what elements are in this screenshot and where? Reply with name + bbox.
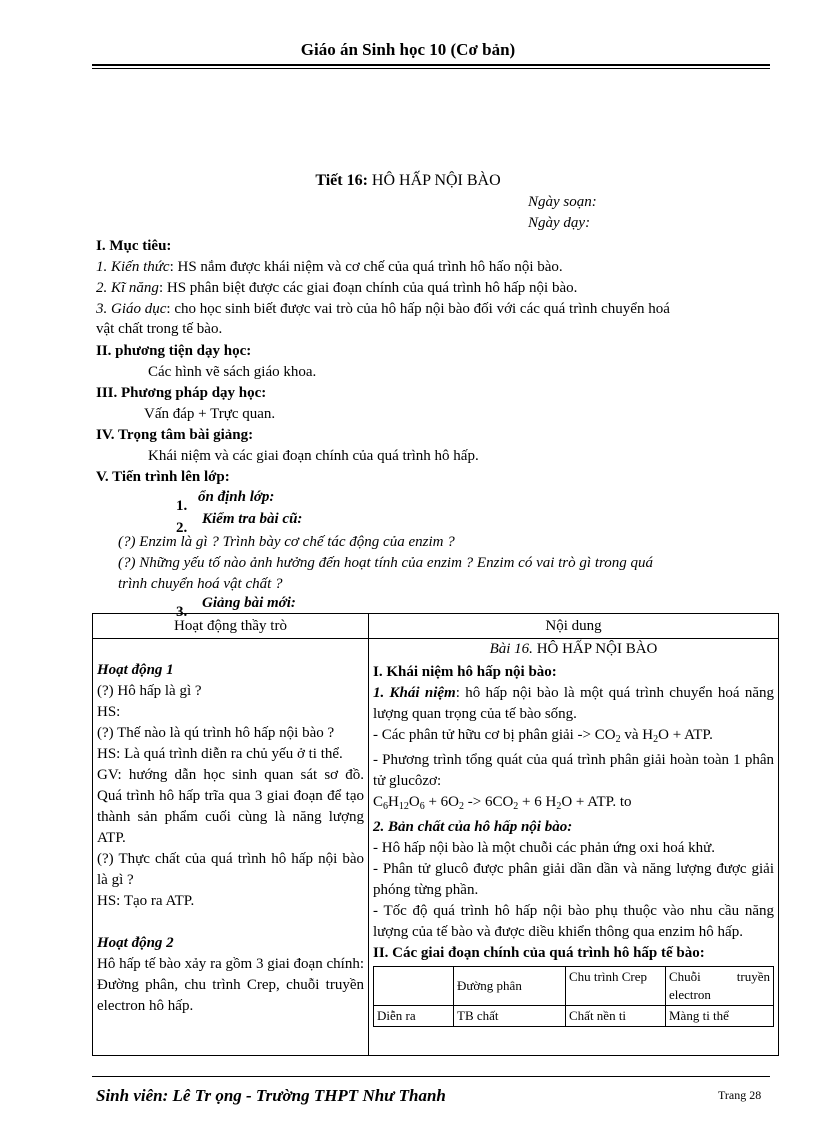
stages-header-glycolysis: Đường phân xyxy=(454,967,566,1006)
content-text: - Các phân tử hữu cơ bị phân giải -> $CO_2$ và $H_2O$ + ATP. xyxy=(373,727,713,745)
column-header-content: Nội dung xyxy=(369,614,779,639)
stages-header-empty xyxy=(374,967,454,1006)
step2-label: Kiểm tra bài cũ: xyxy=(202,511,303,527)
section-methods: III. Phương pháp dạy học: xyxy=(96,385,267,401)
stages-cell: TB chất xyxy=(454,1006,566,1027)
objective-skill: 2. Kĩ năng: HS phân biệt được các giai đoạn chính của quá trình hô hấp nội bào. xyxy=(96,280,578,296)
activity-1-heading: Hoạt động 1 xyxy=(97,662,174,678)
content-cell xyxy=(369,639,779,1056)
step1-number: 1. xyxy=(176,498,188,514)
focus-text: Khái niệm và các giai đoạn chính của quá trình hô hấp. xyxy=(148,448,479,464)
objective-education: 3. Giáo dục: cho học sinh biết được vai trò của hô hấp nội bào đối với các quá trình chuyển hoá xyxy=(96,301,670,317)
header-rule xyxy=(92,64,770,66)
footer-rule xyxy=(92,1076,770,1077)
step2-number: 2. xyxy=(176,520,188,536)
activity-text: GV: hướng dẫn học sinh quan sát sơ đồ. Quá trình hô hấp trĩa qua 3 giai đoạn để tạo thành sản phẩm cuối cùng là năng lượng ATP. xyxy=(97,767,364,846)
review-question-2: (?) Những yếu tố nào ảnh hưởng đến hoạt tính của enzim ? Enzim có vai trò gì trong quá xyxy=(118,555,654,571)
lesson-heading: Bài 16. HÔ HẤP NỘI BÀO xyxy=(489,641,658,657)
equation: $C_6H_{12}O_6 + 6O_2 -> 6CO_2 + 6$ $H_2O$ + ATP. to xyxy=(373,794,632,812)
activity-2-heading: Hoạt động 2 xyxy=(97,935,174,951)
review-question-1: (?) Enzim là gì ? Trình bày cơ chế tác động của enzim ? xyxy=(118,534,455,550)
stages-header-krebs: Chu trình Crep xyxy=(566,967,666,1006)
section-materials: II. phương tiện dạy học: xyxy=(96,343,252,359)
activities-cell xyxy=(93,639,369,1056)
stages-cell: Màng ti thể xyxy=(666,1006,774,1027)
header-rule-thin xyxy=(92,68,770,69)
content-subheading: 2. Bản chất của hô hấp nội bào: xyxy=(373,819,573,835)
materials-text: Các hình vẽ sách giáo khoa. xyxy=(148,364,317,380)
content-text: - Hô hấp nội bào là một chuỗi các phản ứng oxi hoá khử. xyxy=(373,840,716,856)
content-text: - Phân tử glucô được phân giải dần dần và năng lượng được giải phóng từng phần. xyxy=(373,861,774,898)
date-teach: Ngày dạy: xyxy=(528,215,591,231)
objective-education-cont: vật chất trong tế bào. xyxy=(96,321,223,337)
activity-text: (?) Hô hấp là gì ? xyxy=(97,683,202,699)
objective-knowledge: 1. Kiến thức: HS nắm được khái niệm và cơ chế của quá trình hô hấo nội bào. xyxy=(96,259,563,275)
page-header-title: Giáo án Sinh học 10 (Cơ bản) xyxy=(300,40,516,59)
page-number: Trang 28 xyxy=(718,1088,762,1102)
activity-text: (?) Thế nào là qú trình hô hấp nội bào ? xyxy=(97,725,335,741)
activity-text: HS: Là quá trình diễn ra chủ yếu ở ti thể. xyxy=(97,746,343,762)
methods-text: Vấn đáp + Trực quan. xyxy=(144,406,276,422)
stages-header-etc: Chuỗi truyền electron xyxy=(666,967,774,1006)
section-focus: IV. Trọng tâm bài giảng: xyxy=(96,427,254,443)
activity-text: Hô hấp tế bào xảy ra gồm 3 giai đoạn chính: Đường phân, chu trình Crep, chuỗi truyền electron hô hấp. xyxy=(97,956,364,1014)
lesson-table xyxy=(92,613,779,1056)
column-header-activities: Hoạt động thầy trò xyxy=(93,614,369,639)
stages-row-label: Diễn ra xyxy=(374,1006,454,1027)
stages-cell: Chất nền ti xyxy=(566,1006,666,1027)
content-text: - Tốc độ quá trình hô hấp nội bào phụ thuộc vào nhu cầu năng lượng của tế bào và được diều khiển thông qua enzim hô hấp. xyxy=(373,903,774,940)
activity-text: HS: xyxy=(97,704,121,720)
activity-text: HS: Tạo ra ATP. xyxy=(97,893,195,909)
activity-text: (?) Thực chất của quá trình hô hấp nội bào là gì ? xyxy=(97,851,364,888)
content-text: - Phương trình tổng quát của quá trình phân giải hoàn toàn 1 phân tử glucôzơ: xyxy=(373,752,774,789)
review-question-2-cont: trình chuyển hoá vật chất ? xyxy=(118,576,283,592)
content-definition: 1. Khái niệm: hô hấp nội bào là một quá trình chuyển hoá năng lượng quan trọng của tế bào sống. xyxy=(373,685,774,722)
footer-author: Sinh viên: Lê Tr ọng - Trường THPT Như Thanh xyxy=(96,1086,446,1105)
step3-label: Giảng bài mới: xyxy=(202,595,296,611)
stages-table xyxy=(373,966,774,1027)
lesson-title: Tiết 16: HÔ HẤP NỘI BÀO xyxy=(315,172,501,189)
section-objectives: I. Mục tiêu: xyxy=(96,238,172,254)
content-section-2: II. Các giai đoạn chính của quá trình hô hấp tế bào: xyxy=(373,945,705,961)
step3-number: 3. xyxy=(176,604,188,620)
content-section-1: I. Khái niệm hô hấp nội bào: xyxy=(373,664,557,680)
section-procedure: V. Tiến trình lên lớp: xyxy=(96,469,230,485)
date-prepare: Ngày soạn: xyxy=(528,194,597,210)
step1-label: ổn định lớp: xyxy=(198,489,275,505)
